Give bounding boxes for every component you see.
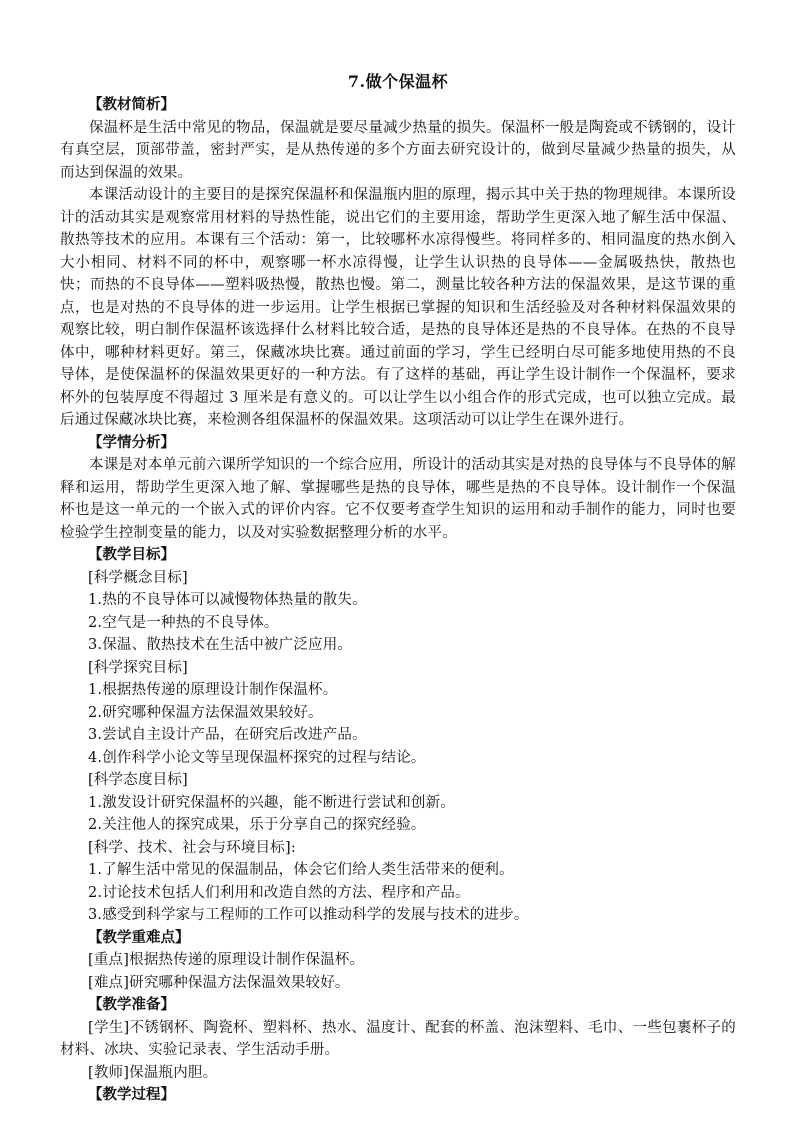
list-item: 4.创作科学小论文等呈现保温杯探究的过程与结论。 xyxy=(88,749,426,766)
section-heading-zhunbei: 【教学准备】 xyxy=(88,996,175,1013)
paragraph: 保温杯是生活中常见的物品，保温就是要尽量减少热量的损失。保温杯一般是陶瓷或不锈钢的，设计有真空层，顶部带盖，密封严实，是从热传递的多个方面去研究设计的，做到尽量减少热量的损失，从而达到保温的效果。 xyxy=(60,119,736,181)
section-heading-guocheng: 【教学过程】 xyxy=(88,1086,175,1103)
list-item: 1.了解生活中常见的保温制品，体会它们给人类生活带来的便利。 xyxy=(88,862,514,878)
subsection-label: [科学概念目标] xyxy=(88,569,188,586)
list-item: 3.尝试自主设计产品，在研究后改进产品。 xyxy=(88,727,367,743)
teacher-materials: [教师]保温瓶内胆。 xyxy=(88,1064,218,1081)
document-page xyxy=(60,70,736,1107)
paragraph: 本课活动设计的主要目的是探究保温杯和保温瓶内胆的原理，揭示其中关于热的物理规律。本课所设计的活动其实是观察常用材料的导热性能，说出它们的主要用途，帮助学生更深入地了解生活中保温、散热等技术的应用。本课有三个活动：第一，比较哪杯水凉得慢些。将同样多的、相同温度的热水倒入大小相同、材料不同的杯中，观察哪一杯水凉得慢，让学生认识热的良导体——金属吸热快，散热也快；而热的不良导体——塑料吸热慢，散热也慢。第二，测量比较各种方法的保温效果，是这节课的重点，也是对热的不良导体的进一步运用。让学生根据已掌握的知识和生活经验及对各种材料保温效果的观察比较，明白制作保温杯该选择什么材料比较合适，是热的良导体还是热的不良导体。在热的不良导体中，哪种材料更好。第三，保藏冰块比赛。通过前面的学习，学生已经明白尽可能多地使用热的不良导体，是使保温杯的保温效果更好的一种方法。有了这样的基础，再让学生设计制作一个保温杯，要求杯外的包装厚度不得超过 3 厘米是有意义的。可以让学生以小组合作的形式完成，也可以独立完成。最后通过保藏冰块比赛，来检测各组保温杯的保温效果。这项活动可以让学生在课外进行。 xyxy=(60,187,736,428)
subsection-label: [科学、技术、社会与环境目标]: xyxy=(88,839,296,856)
list-item: 1.根据热传递的原理设计制作保温杯。 xyxy=(88,682,338,698)
page-title: 7.做个保温杯 xyxy=(347,72,449,91)
list-item: 3.感受到科学家与工程师的工作可以推动科学的发展与技术的进步。 xyxy=(88,907,529,923)
list-item: 3.保温、散热技术在生活中被广泛应用。 xyxy=(88,637,353,653)
list-item: 2.研究哪种保温方法保温效果较好。 xyxy=(88,704,323,721)
section-heading-jiaocai: 【教材简析】 xyxy=(88,96,175,113)
list-item: 1.热的不良导体可以减慢物体热量的散失。 xyxy=(88,592,367,608)
section-heading-mubiao: 【教学目标】 xyxy=(88,546,175,563)
list-item: 2.空气是一种热的不良导体。 xyxy=(88,614,279,631)
section-heading-zhongnandian: 【教学重难点】 xyxy=(88,928,190,946)
student-materials: [学生]不锈钢杯、陶瓷杯、塑料杯、热水、温度计、配套的杯盖、泡沫塑料、毛巾、一些包裹杯子的材料、冰块、实验记录表、学生活动手册。 xyxy=(60,1019,736,1058)
paragraph: 本课是对本单元前六课所学知识的一个综合应用，所设计的活动其实是对热的良导体与不良导体的解释和运用，帮助学生更深入地了解、掌握哪些是热的良导体，哪些是热的不良导体。设计制作一个保温杯也是这一单元的一个嵌入式的评价内容。它不仅要考查学生知识的运用和动手制作的能力，同时也要检验学生控制变量的能力，以及对实验数据整理分析的水平。 xyxy=(60,457,736,541)
list-item: 2.讨论技术包括人们利用和改造自然的方法、程序和产品。 xyxy=(88,884,470,901)
difficult-point: [难点]研究哪种保温方法保温效果较好。 xyxy=(88,974,350,991)
section-heading-xueqing: 【学情分析】 xyxy=(88,433,175,451)
subsection-label: [科学态度目标] xyxy=(88,772,188,788)
key-point: [重点]根据热传递的原理设计制作保温杯。 xyxy=(88,952,365,968)
list-item: 2.关注他人的探究成果，乐于分享自己的探究经验。 xyxy=(88,817,426,833)
list-item: 1.激发设计研究保温杯的兴趣，能不断进行尝试和创新。 xyxy=(88,794,456,811)
subsection-label: [科学探究目标] xyxy=(88,659,188,676)
